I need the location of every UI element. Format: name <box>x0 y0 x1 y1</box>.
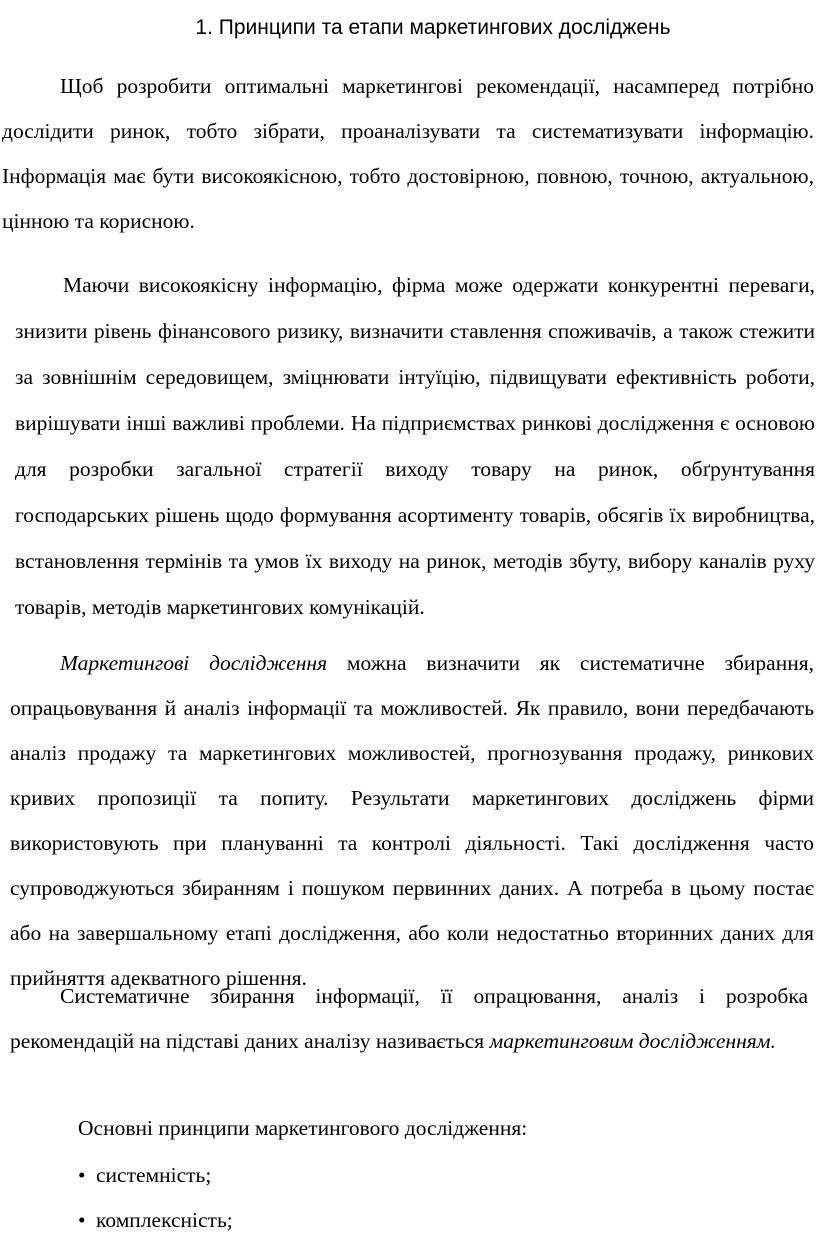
paragraph-benefits <box>15 262 815 630</box>
definition-body: можна визначити як систематичне збирання, опрацьовування й аналіз інформації та можливостей. Як правило, вони передбачають аналіз продажу та маркетингових можливостей, прогнозування продажу, ринкових кривих пропозиції та попиту. Результати маркетингових досліджень фірми використовують при плануванні та контролі діяльності. Такі дослідження часто супроводжуються збиранням і пошуком первинних даних. А потреба в цьому постає або на завершальному етапі дослідження, або коли недостатньо вторинних даних для прийняття адекватного рішення. <box>10 651 814 990</box>
principles-lead: Основні принципи маркетингового дослідження: <box>78 1116 528 1140</box>
definition-term: Маркетингові дослідження <box>60 651 328 675</box>
summary-body: Систематичне збирання інформації, її опрацювання, аналіз і розробка рекомендацій на підставі даних аналізу називається <box>10 984 808 1053</box>
paragraph-benefits-text: Маючи високоякісну інформацію, фірма може одержати конкурентні переваги, знизити рівень фінансового ризику, визначити ставлення споживачів, а також стежити за зовнішнім середовищем, зміцнювати інтуїцію, підвищувати ефективність роботи, вирішувати інші важливі проблеми. На підприємствах ринкові дослідження є основою для розробки загальної стратегії виходу товару на ринок, обґрунтування господарських рішень щодо формування асортименту товарів, обсягів їх виробництва, встановлення термінів та умов їх виходу на ринок, методів збуту, вибору каналів руху товарів, методів маркетингових комунікацій. <box>15 273 815 619</box>
summary-term: маркетинговим дослідженням. <box>489 1029 776 1053</box>
list-item <box>78 1198 233 1243</box>
paragraph-intro <box>2 64 814 244</box>
bullet-icon: • <box>78 1163 86 1187</box>
principles-list <box>78 1153 233 1243</box>
list-item <box>78 1153 233 1198</box>
bullet-icon: • <box>78 1208 86 1232</box>
paragraph-summary <box>10 974 808 1064</box>
paragraph-summary-text <box>10 974 808 1064</box>
list-item-text: комплексність; <box>96 1208 233 1232</box>
paragraph-definition <box>10 641 814 1001</box>
section-heading: 1. Принципи та етапи маркетингових досліджень <box>195 16 671 39</box>
list-item-text: системність; <box>96 1163 212 1187</box>
paragraph-definition-text <box>10 641 814 1001</box>
paragraph-intro-text: Щоб розробити оптимальні маркетингові рекомендації, насамперед потрібно дослідити ринок, тобто зібрати, проаналізувати та систематизувати інформацію. Інформація має бути високоякісною, тобто достовірною, повною, точною, актуальною, цінною та корисною. <box>2 74 814 233</box>
